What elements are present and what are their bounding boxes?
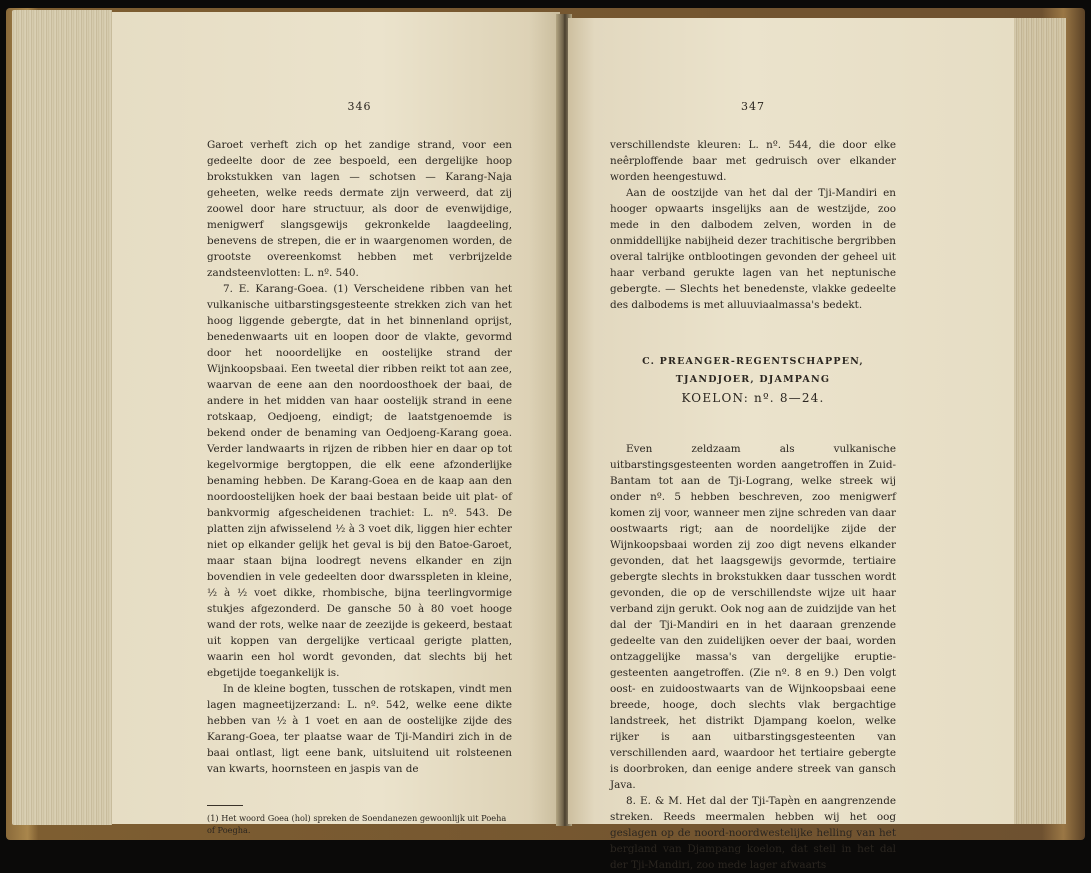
right-page: [568, 18, 1014, 871]
page-number-left: 346: [347, 100, 372, 113]
footnote-rule: [207, 805, 243, 806]
paragraph: Garoet verheft zich op het zandige strand, voor een gedeelte door de zee bespoeld, een dergelijke hoop brokstukken van lagen — schotsen — Karang-Naja geheeten, welke reeds dermate zijn verweerd, dat zij zoowel door hare structuur, als door de evenwijdige, menigwerf slangsgewijs gekronkelde laagdeeling, benevens de strepen, die er in waargenomen worden, de grootste overeenkomst hebben met verbrijzelde zandsteenvlotten: L. nº. 540.: [207, 139, 512, 279]
paragraph: 8. E. & M. Het dal der Tji-Tapèn en aangrenzende streken. Reeds meermalen hebben wij het oog geslagen op de noord-noordwestelijke helling van het bergland van Djampang koelon, dat steil in het dal der Tji-Mandiri, zoo mede lager afwaarts: [610, 795, 896, 871]
page-number-right: 347: [741, 100, 765, 113]
paragraph: verschillendste kleuren: L. nº. 544, die door elke neêrploffende baar met gedruisch over elkander worden heengestuwd.: [610, 139, 896, 183]
footnote: (1) Het woord Goea (hol) spreken de Soendanezen gewoonlijk uit Poeha of Poegha.: [207, 813, 507, 835]
section-heading-line: KOELON: nº. 8—24.: [681, 391, 825, 405]
right-page-edges: [1012, 18, 1066, 824]
paragraph: In de kleine bogten, tusschen de rotskapen, vindt men lagen magneetijzerzand: L. nº. 542, welke eene dikte hebben van ½ à 1 voet en aan de oostelijke zijde des Karang-Goea, ter plaatse waar de Tji-Mandiri zich in de baai ontlast, ligt eene bank, uitsluitend uit rolsteenen van kwarts, hoornsteen en jaspis van de: [207, 683, 512, 775]
paragraph: Aan de oostzijde van het dal der Tji-Mandiri en hooger opwaarts insgelijks aan de westzijde, zoo mede in den dalbodem zelven, worden in de onmiddellijke nabijheid dezer trachitische bergribben overal talrijke ontblootingen gevonden der geheel uit haar verband gerukte lagen van het neptunische gebergte. — Slechts het benedenste, vlakke gedeelte des dalbodems is met alluuviaalmassa's bedekt.: [610, 187, 896, 311]
left-page-edges: [12, 10, 112, 825]
paragraph: 7. E. Karang-Goea. (1) Verscheidene ribben van het vulkanische uitbarstingsgesteente strekken zich van het hoog liggende gebergte, dat in het binnenland oprijst, benedenwaarts uit en loopen door de vlakte, gevormd door het nooordelijke en oostelijke strand der Wijnkoopsbaai. Een tweetal dier ribben reikt tot aan zee, waarvan de eene aan den noordoosthoek der baai, de andere in het midden van haar oostelijk strand in eene rotskaap, Oedjoeng, eindigt; de laatstgenoemde is bekend onder de benaming van Oedjoeng-Karang goea. Verder landwaarts in rijzen de ribben hier en daar op tot kegelvormige bergtoppen, die elk eene afzonderlijke benaming hebben. De Karang-Goea en de kaap aan den noordoostelijken hoek der baai bestaan beide uit plat- of bankvormig afgescheidenen trachiet: L. nº. 543. De platten zijn afwisselend ½ à 3 voet dik, liggen hier echter niet op elkander gelijk het geval is bij den Batoe-Garoet, maar staan bijna loodregt nevens elkander en zijn bovendien in vele gedeelten door dwarsspleten in kleine, ½ à ½ voet dikke, rhombische, bijna teerlingvormige stukjes afgezonderd. De gansche 50 à 80 voet hooge wand der rots, welke naar de zeezijde is gekeerd, bestaat uit koppen van dergelijke verticaal gerigte platten, waarin een hol wordt gevonden, dat slechts bij het ebgetijde toegankelijk is.: [207, 283, 512, 679]
right-page-text-continued: [610, 441, 896, 873]
section-heading-line: C. PREANGER-REGENTSCHAPPEN, TJANDJOER, DJAMPANG: [642, 356, 864, 385]
paragraph: Even zeldzaam als vulkanische uitbarstingsgesteenten worden aangetroffen in Zuid-Bantam tot aan de Tji-Lograng, welke streek wij onder nº. 5 hebben beschreven, zoo menigwerf komen zij voor, wanneer men zijne schreden van daar oostwaarts rigt; aan de noordelijke zijde der Wijnkoopsbaai worden zij zoo digt nevens elkander gevonden, dat het laagsgewijs gevormde, tertiaire gebergte slechts in brokstukken daar tusschen wordt gevonden, die op de verschillendste wijze uit haar verband zijn gerukt. Ook nog aan de zuidzijde van het dal der Tji-Mandiri en in het daaraan grenzende gedeelte van den zuidelijken oever der baai, worden ontzaggelijke massa's van dergelijke eruptie-gesteenten aangetroffen. (Zie nº. 8 en 9.) Den volgt oost- en zuidoostwaarts van de Wijnkoopsbaai eene breede, hooge, doch slechts vlak bergachtige landstreek, het distrikt Djampang koelon, welke rijker is aan uitbarstingsgesteenten van verschillenden aard, waardoor het tertiaire gebergte is doorbroken, dan eenige andere streek van gansch Java.: [610, 443, 896, 791]
left-page: [112, 12, 560, 835]
left-page-text: [207, 137, 512, 777]
right-page-text: [610, 137, 896, 313]
section-heading: [610, 353, 896, 407]
